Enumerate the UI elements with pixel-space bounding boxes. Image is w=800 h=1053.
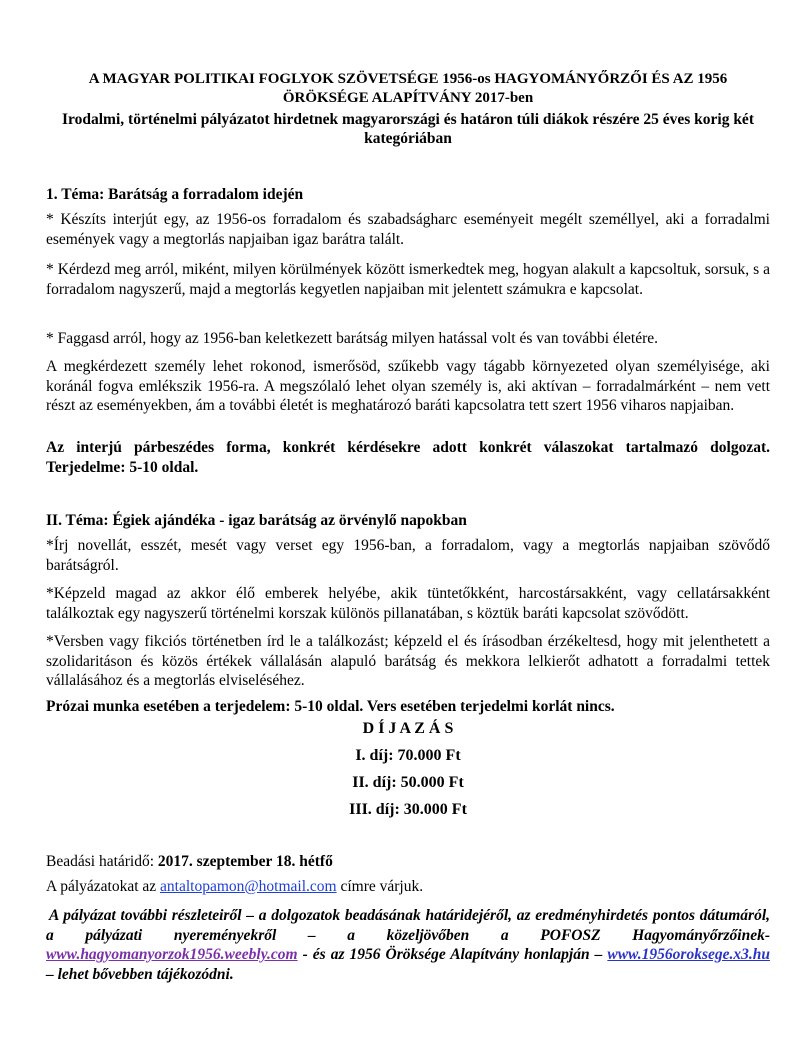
- footer-text-3: – lehet bővebben tájékozódni.: [46, 965, 234, 983]
- submission-text-before: A pályázatokat az: [46, 878, 161, 895]
- prize-third: III. díj: 30.000 Ft: [349, 801, 467, 818]
- topic2-heading: II. Téma: Égiek ajándéka - igaz barátság az örvénylő napokban: [46, 512, 467, 529]
- topic2-paragraph-2: *Képzeld magad az akkor élő emberek helyébe, akik tüntetőkként, harcostársakként, vagy cellatársakként találkoztak egy nagyszerű történelmi korszak különös pillanatában, s köztük baráti kapcsolat szövődött.: [46, 585, 770, 622]
- submission-line: [46, 877, 770, 897]
- document-subtitle: Irodalmi, történelmi pályázatot hirdetnek magyarországi és határon túli diákok részére 25 éves korig két kategóriában: [62, 111, 754, 147]
- topic2-paragraph-3: *Versben vagy fikciós történetben írd le a találkozást; képzeld el és írásodban érzékeltesd, hogy mit jelenthetett a szolidaritáson és közös értékek vállalásán alapuló barátság és mekkora lelkierőt adhatott a forradalmi tettek vállalásához és a megtorlás elviseléséhez.: [46, 633, 770, 689]
- deadline-value: 2017. szeptember 18. hétfő: [157, 853, 333, 870]
- topic1-requirement: Az interjú párbeszédes forma, konkrét kérdésekre adott konkrét válaszokat tartalmazó dolgozat. Terjedelme: 5-10 oldal.: [46, 439, 770, 476]
- email-link[interactable]: antaltopamon@hotmail.com: [160, 878, 337, 895]
- topic1-paragraph-3: * Faggasd arról, hogy az 1956-ban keletkezett barátság milyen hatással volt és van további életére.: [46, 330, 659, 347]
- footer-text-2: - és az 1956 Öröksége Alapítvány honlapján –: [297, 946, 608, 963]
- prizes-heading: D Í J A Z Á S: [362, 720, 454, 737]
- topic1-paragraph-2: * Kérdezd meg arról, miként, milyen körülmények között ismerkedtek meg, hogyan alakult a kapcsoltuk, sorsuk, s a forradalom nagyszerű, majd a megtorlás kegyetlen napjaiban mit jelentett számukra e kapcsolat.: [46, 261, 770, 298]
- hagyomanyorzok-website-link[interactable]: www.hagyomanyorzok1956.weebly.com: [46, 946, 298, 963]
- topic1-paragraph-4: A megkérdezett személy lehet rokonod, ismerősöd, szűkebb vagy tágabb környezeted olyan személyisége, aki koránál fogva emlékszik 1956-ra. A megszólaló lehet olyan személy is, aki aktívan – forradalmárként – nem vett részt az eseményekben, ám a további életét is meghatározó baráti kapcsolatra tett szert 1956 viharos napjaiban.: [46, 358, 770, 414]
- topic2-paragraph-1: *Írj novellát, esszét, mesét vagy verset egy 1956-ban, a forradalom, vagy a megtorlás napjaiban szövődő barátságról.: [46, 537, 770, 574]
- topic1-paragraph-1: * Készíts interjút egy, az 1956-os forradalom és szabadságharc eseményeit megélt személlyel, aki a forradalmi események vagy a megtorlás napjaiban igaz barátra talált.: [46, 211, 770, 248]
- deadline-label: Beadási határidő:: [46, 853, 158, 870]
- footer-text-1: A pályázat további részleteiről – a dolgozatok beadásának határidejéről, az eredményhirdetés pontos dátumáról, a pályázati nyereményekről – a közeljövőben a POFOSZ Hagyományőrzőinek-: [46, 907, 770, 944]
- prize-second: II. díj: 50.000 Ft: [352, 774, 464, 791]
- submission-text-after: címre várjuk.: [336, 878, 424, 895]
- deadline-line: [46, 852, 770, 872]
- topic1-heading: 1. Téma: Barátság a forradalom idején: [46, 186, 304, 203]
- footer-info: [46, 906, 770, 984]
- topic2-requirement: Prózai munka esetében a terjedelem: 5-10 oldal. Vers esetében terjedelmi korlát nincs.: [46, 698, 615, 715]
- prize-first: I. díj: 70.000 Ft: [355, 747, 461, 764]
- document-title: A MAGYAR POLITIKAI FOGLYOK SZÖVETSÉGE 1956-os HAGYOMÁNYŐRZŐI ÉS AZ 1956 ÖRÖKSÉGE ALAPÍTVÁNY 2017-ben: [88, 71, 728, 106]
- oroksege-website-link[interactable]: www.1956oroksege.x3.hu: [607, 946, 770, 963]
